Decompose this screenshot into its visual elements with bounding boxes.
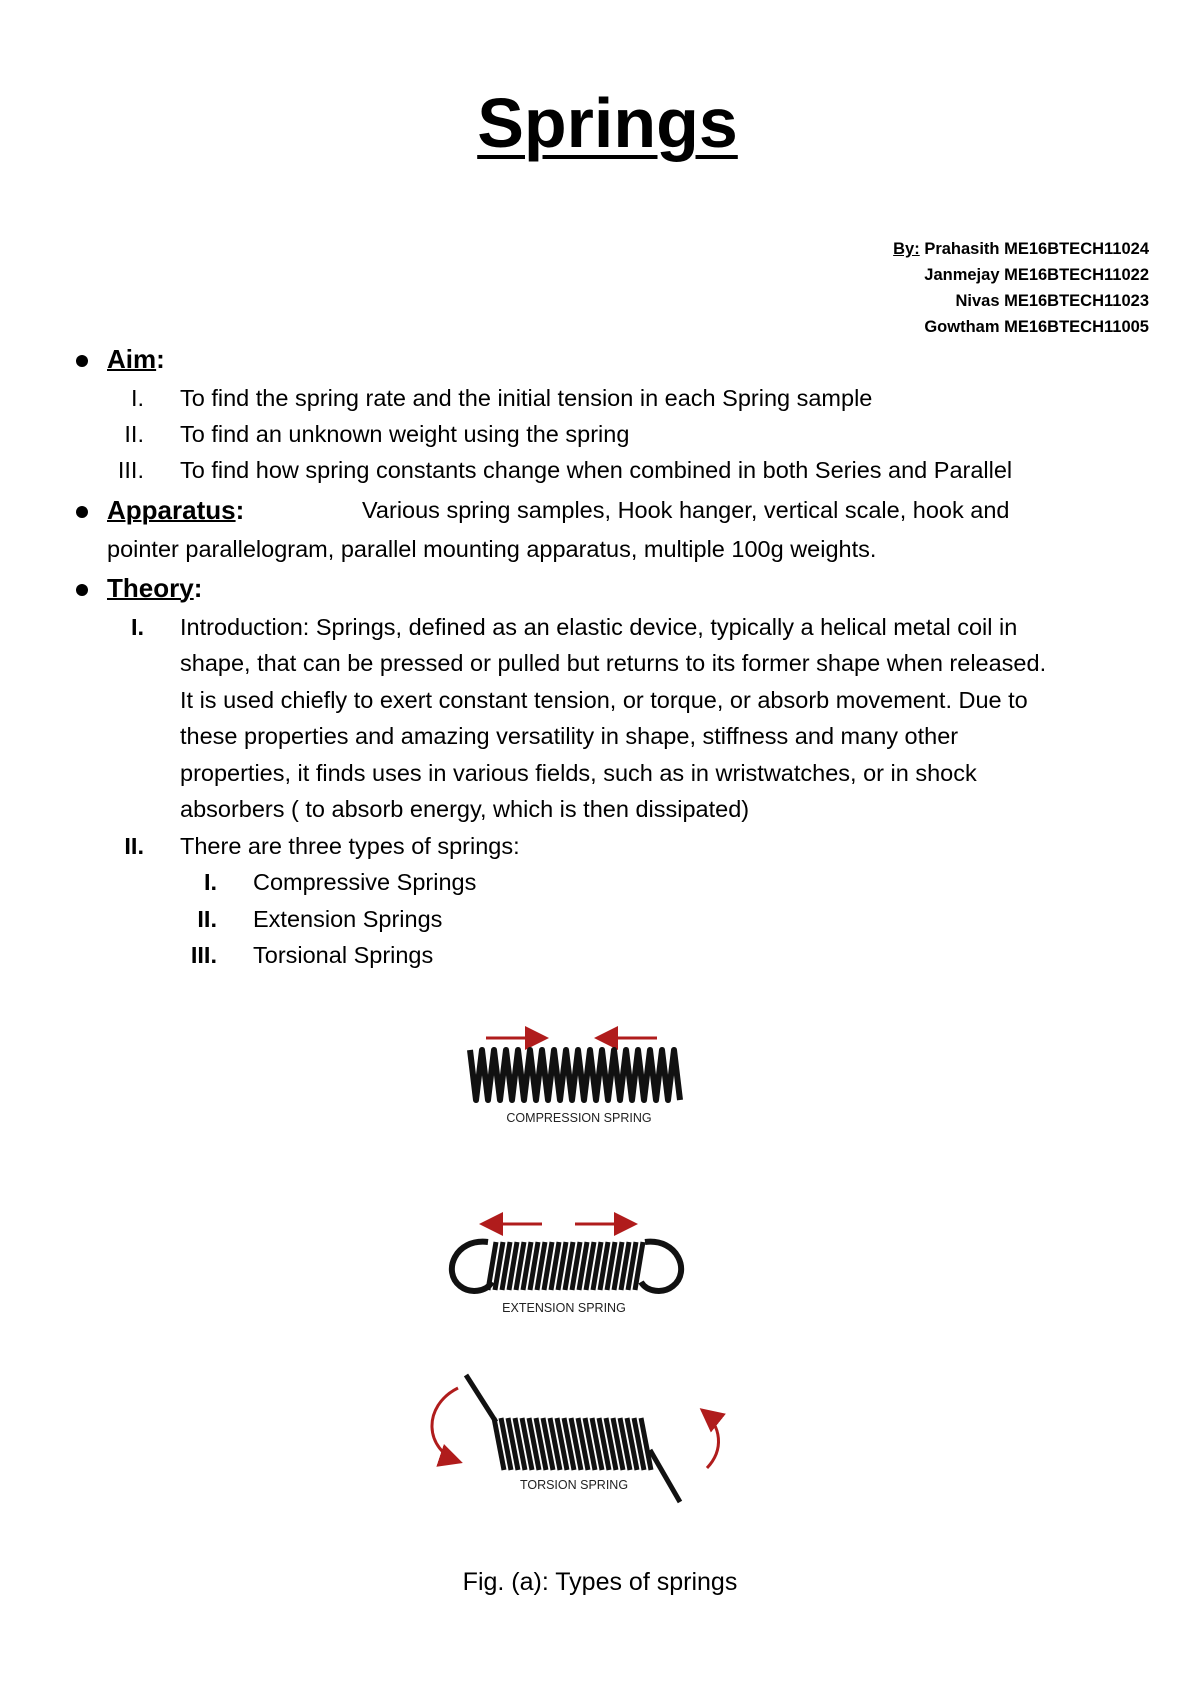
extension-spring-label: EXTENSION SPRING	[502, 1301, 626, 1315]
author-line-4: Gowtham ME16BTECH11005	[924, 318, 1149, 336]
type-num: I.	[203, 869, 217, 895]
page-title: Springs	[477, 84, 738, 162]
theory-intro-line: properties, it finds uses in various fields, such as in wristwatches, or in shock	[180, 760, 977, 786]
figure-caption: Fig. (a): Types of springs	[462, 1568, 738, 1596]
theory-types-intro: There are three types of springs:	[180, 833, 520, 859]
theory-heading: Theory:	[107, 573, 203, 603]
aim-heading: Aim:	[107, 344, 165, 374]
spring-types-figure	[0, 1010, 1200, 1530]
theory-heading-text: Theory	[107, 573, 194, 603]
apparatus-text-line-2: pointer parallelogram, parallel mounting apparatus, multiple 100g weights.	[107, 536, 877, 562]
aim-item: To find the spring rate and the initial tension in each Spring sample	[180, 385, 873, 411]
type-num: II.	[197, 906, 217, 932]
aim-item: To find an unknown weight using the spring	[180, 421, 630, 447]
type-num: III.	[190, 942, 217, 968]
aim-item-num: III.	[117, 457, 144, 483]
aim-item-num: I.	[130, 385, 144, 411]
torsion-spring-icon	[432, 1375, 719, 1502]
bullet-icon	[76, 584, 88, 596]
type-item: Compressive Springs	[253, 869, 477, 895]
bullet-icon	[76, 355, 88, 367]
aim-item-num: II.	[124, 421, 144, 447]
author-line-3: Nivas ME16BTECH11023	[955, 292, 1149, 310]
theory-item-num: II.	[124, 833, 144, 859]
theory-intro-line: It is used chiefly to exert constant tension, or torque, or absorb movement. Due to	[180, 687, 1028, 713]
torsion-spring-label: TORSION SPRING	[519, 1478, 629, 1492]
theory-intro-line: shape, that can be pressed or pulled but returns to its former shape when released.	[180, 650, 1047, 676]
author-block	[893, 236, 1149, 340]
theory-intro-line: these properties and amazing versatility in shape, stiffness and many other	[180, 723, 959, 749]
compression-spring-icon	[470, 1038, 680, 1125]
type-item: Extension Springs	[253, 906, 443, 932]
author-line-2: Janmejay ME16BTECH11022	[924, 266, 1149, 284]
by-label: By:	[893, 240, 920, 258]
type-item: Torsional Springs	[253, 942, 434, 968]
apparatus-text-line-1: Various spring samples, Hook hanger, vertical scale, hook and	[362, 497, 1010, 523]
apparatus-heading-text: Apparatus	[107, 495, 236, 525]
aim-heading-text: Aim	[107, 344, 157, 374]
theory-intro-line: absorbers ( to absorb energy, which is then dissipated)	[180, 796, 750, 822]
author-name: Prahasith ME16BTECH11024	[924, 240, 1149, 258]
author-line-1	[893, 236, 1149, 262]
compression-spring-label: COMPRESSION SPRING	[506, 1111, 652, 1125]
theory-intro-line: Introduction: Springs, defined as an elastic device, typically a helical metal coil in	[180, 614, 1018, 640]
bullet-icon	[76, 506, 88, 518]
apparatus-heading: Apparatus:	[107, 495, 245, 525]
aim-item: To find how spring constants change when combined in both Series and Parallel	[180, 457, 1013, 483]
theory-item-num: I.	[130, 614, 144, 640]
extension-spring-icon	[452, 1224, 681, 1315]
